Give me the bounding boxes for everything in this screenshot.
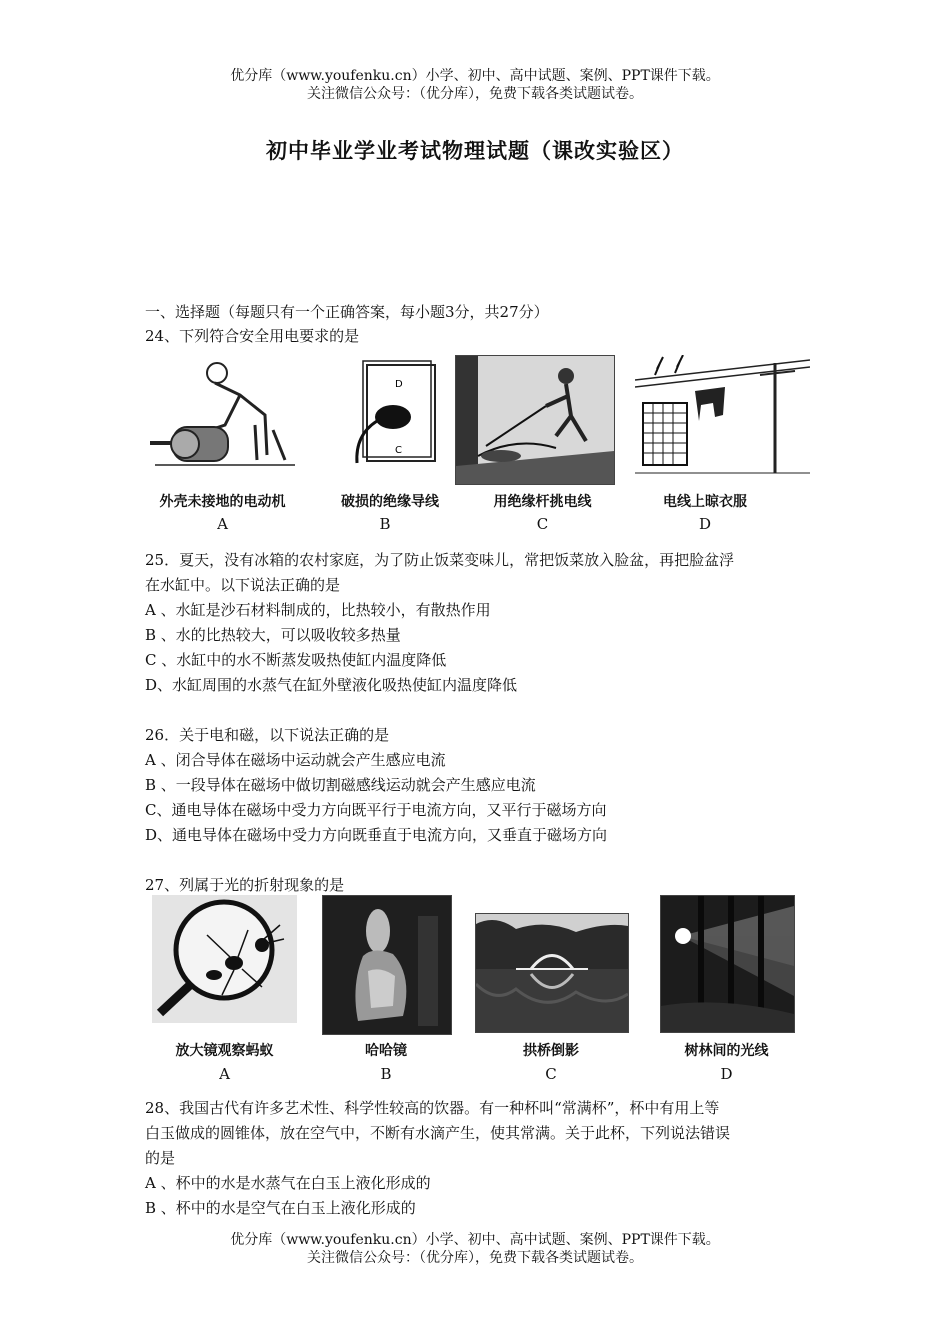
q25-stem-1: 25．夏天，没有冰箱的农村家庭，为了防止饭菜变味儿，常把饭菜放入脸盆，再把脸盆浮 bbox=[145, 551, 735, 569]
header-line-1: 优分库（www.youfenku.cn）小学、初中、高中试题、案例、PPT课件下载。 bbox=[230, 68, 720, 84]
clothes-on-wire-icon bbox=[635, 355, 810, 477]
q27-caption-c: 拱桥倒影 bbox=[523, 1043, 579, 1059]
footer-line-2: 关注微信公众号：（优分库），免费下载各类试题试卷。 bbox=[307, 1250, 643, 1266]
motor-person-icon bbox=[145, 355, 298, 475]
q27-letter-c: C bbox=[545, 1065, 557, 1083]
q27-letter-b: B bbox=[380, 1065, 392, 1083]
q25-option-a: A 、水缸是沙石材料制成的，比热较小，有散热作用 bbox=[145, 601, 491, 619]
q27-letter-a: A bbox=[219, 1065, 230, 1083]
q27-caption-d: 树林间的光线 bbox=[684, 1043, 769, 1059]
q24-caption-c: 用绝缘杆挑电线 bbox=[493, 494, 592, 510]
q26-option-d: D、通电导体在磁场中受力方向既垂直于电流方向，又垂直于磁场方向 bbox=[145, 826, 608, 844]
q27-stem: 27、列属于光的折射现象的是 bbox=[145, 876, 345, 894]
q24-letter-d: D bbox=[698, 515, 712, 533]
q24-letter-a: A bbox=[217, 515, 228, 533]
page-title: 初中毕业学业考试物理试题（课改实验区） bbox=[266, 138, 684, 163]
q24-caption-b: 破损的绝缘导线 bbox=[341, 494, 439, 510]
arch-bridge-reflection-icon bbox=[475, 913, 629, 1033]
q27-caption-b: 哈哈镜 bbox=[365, 1043, 407, 1059]
q24-stem: 24、下列符合安全用电要求的是 bbox=[145, 327, 360, 345]
svg-text:C: C bbox=[395, 445, 402, 456]
funhouse-mirror-icon bbox=[322, 895, 452, 1035]
q24-caption-d: 电线上晾衣服 bbox=[663, 494, 747, 510]
q27-caption-a: 放大镜观察蚂蚁 bbox=[175, 1043, 274, 1059]
q26-stem: 26．关于电和磁，以下说法正确的是 bbox=[145, 726, 390, 744]
magnifier-ant-icon bbox=[152, 895, 297, 1023]
q24-caption-a: 外壳未接地的电动机 bbox=[159, 494, 286, 510]
insulated-pole-icon bbox=[455, 355, 615, 485]
q25-option-c: C 、水缸中的水不断蒸发吸热使缸内温度降低 bbox=[145, 651, 447, 669]
q28-option-b: B 、杯中的水是空气在白玉上液化形成的 bbox=[145, 1199, 416, 1217]
header-line-2: 关注微信公众号：（优分库），免费下载各类试题试卷。 bbox=[307, 86, 643, 102]
q27-letter-d: D bbox=[720, 1065, 733, 1083]
q25-stem-2: 在水缸中。以下说法正确的是 bbox=[145, 576, 341, 594]
q26-option-c: C、通电导体在磁场中受力方向既平行于电流方向，又平行于磁场方向 bbox=[145, 801, 607, 819]
broken-wire-socket-icon bbox=[345, 355, 445, 465]
section-heading: 一、选择题（每题只有一个正确答案，每小题3分，共27分） bbox=[145, 303, 549, 321]
q26-option-b: B 、一段导体在磁场中做切割磁感线运动就会产生感应电流 bbox=[145, 776, 536, 794]
q25-option-b: B 、水的比热较大，可以吸收较多热量 bbox=[145, 626, 401, 644]
q28-option-a: A 、杯中的水是水蒸气在白玉上液化形成的 bbox=[145, 1174, 431, 1192]
forest-light-beams-icon bbox=[660, 895, 795, 1033]
footer-line-1: 优分库（www.youfenku.cn）小学、初中、高中试题、案例、PPT课件下载。 bbox=[230, 1232, 720, 1248]
q28-stem-2: 白玉做成的圆锥体，放在空气中，不断有水滴产生，使其常满。关于此杯，下列说法错误 bbox=[145, 1124, 731, 1142]
q28-stem-1: 28、我国古代有许多艺术性、科学性较高的饮器。有一种杯叫“常满杯”，杯中有用上等 bbox=[145, 1099, 720, 1117]
svg-text:D: D bbox=[395, 379, 403, 390]
q28-stem-3: 的是 bbox=[145, 1149, 176, 1167]
q25-option-d: D、水缸周围的水蒸气在缸外壁液化吸热使缸内温度降低 bbox=[145, 676, 518, 694]
q24-letter-c: C bbox=[536, 515, 549, 533]
q24-letter-b: B bbox=[379, 515, 391, 533]
q26-option-a: A 、闭合导体在磁场中运动就会产生感应电流 bbox=[145, 751, 446, 769]
